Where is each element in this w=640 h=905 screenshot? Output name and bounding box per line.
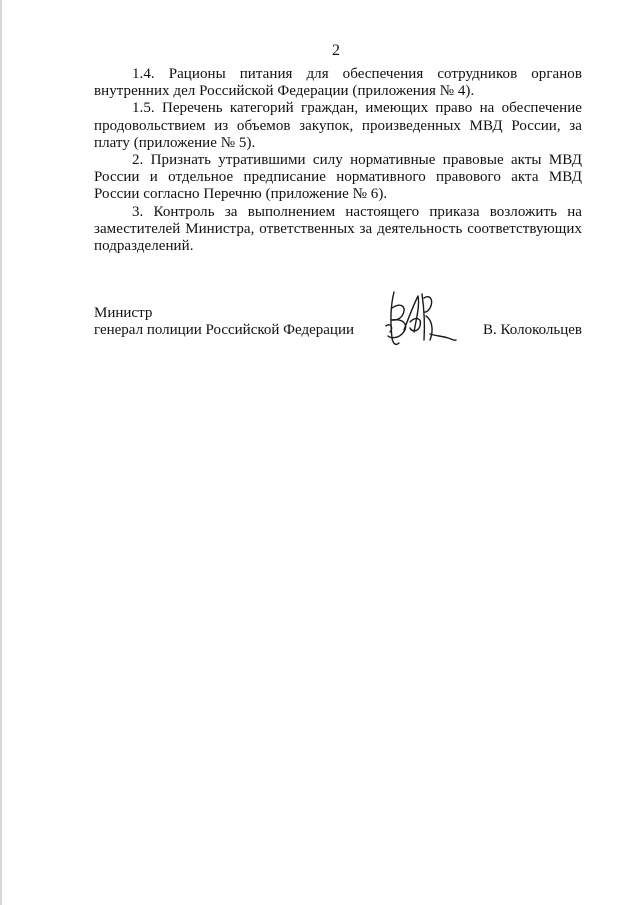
handwritten-signature bbox=[380, 286, 458, 356]
document-body bbox=[94, 66, 582, 255]
page-edge bbox=[0, 0, 2, 905]
paragraph-3: 3. Контроль за выполнением настоящего приказа возложить на заместителей Министра, ответственных за деятельность соответствующих подразделений. bbox=[94, 203, 582, 255]
signatory-title: Министр bbox=[94, 305, 153, 321]
paragraph-1-5: 1.5. Перечень категорий граждан, имеющих право на обеспечение продовольствием из объемов закупок, произведенных МВД России, за плату (приложение № 5). bbox=[94, 100, 582, 151]
paragraph-1-4: 1.4. Рационы питания для обеспечения сотрудников органов внутренних дел Российской Федерации (приложения № 4). bbox=[94, 66, 582, 100]
signatory-name: В. Колокольцев bbox=[483, 322, 582, 338]
signatory-rank: генерал полиции Российской Федерации bbox=[94, 322, 355, 338]
signature-block bbox=[94, 300, 582, 360]
paragraph-2: 2. Признать утратившими силу нормативные правовые акты МВД России и отдельное предписание нормативного правового акта МВД России согласно Перечню (приложение № 6). bbox=[94, 152, 582, 203]
page-number: 2 bbox=[332, 42, 340, 59]
